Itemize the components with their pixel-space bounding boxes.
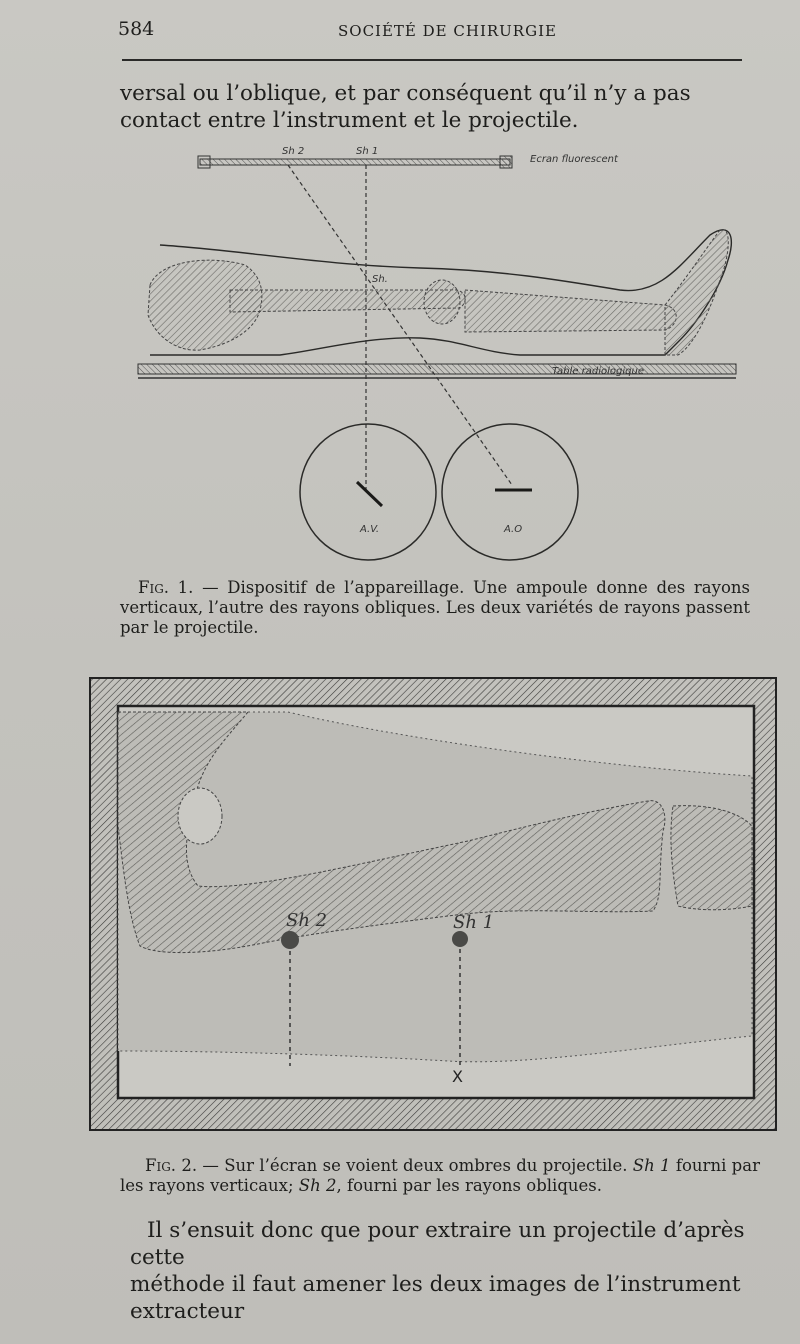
figure-2-caption-part2: fourni par les rayons verticaux; <box>120 1156 760 1195</box>
figure-2-caption <box>120 1156 760 1196</box>
radiology-table <box>138 364 736 378</box>
label-table: Table radiologique <box>552 366 644 377</box>
label-sh1: Sh 1 <box>356 146 379 157</box>
tube-vertical <box>300 424 436 560</box>
figure-1-number: Fig. 1. <box>138 578 194 597</box>
label-sh2: Sh 2 <box>286 910 328 931</box>
page-number: 584 <box>118 18 155 40</box>
label-sh2: Sh 2 <box>282 146 305 157</box>
tube-oblique <box>442 424 578 560</box>
label-screen: Ecran fluorescent <box>530 154 618 165</box>
header-rule <box>122 59 742 61</box>
label-sh1: Sh 1 <box>453 912 495 933</box>
figure-2-caption-sh2: Sh 2 <box>298 1176 337 1195</box>
paragraph-bottom-line-1: Il s’ensuit donc que pour extraire un projectile d’après cette <box>130 1218 745 1270</box>
figure-1-caption-text: — Dispositif de l’appareillage. Une ampoule donne des rayons verticaux, l’autre des rayons obliques. Les deux variétés de rayons passent par le projectile. <box>120 578 750 637</box>
paragraph-top: versal ou l’oblique, et par conséquent qu’il n’y a pas contact entre l’instrument et le projectile. <box>120 81 691 133</box>
page-header <box>0 18 800 48</box>
figure-2-number: Fig. 2. <box>145 1156 198 1175</box>
fluorescent-screen <box>198 156 512 168</box>
figure-2-caption-part3: , fourni par les rayons obliques. <box>336 1176 602 1195</box>
shadow-sh1 <box>452 931 468 947</box>
figure-2-caption-part1: — Sur l’écran se voient deux ombres du projectile. <box>197 1156 633 1175</box>
figure-2-caption-sh1: Sh 1 <box>632 1156 671 1175</box>
label-sh: Sh. <box>372 274 388 285</box>
label-av: A.V. <box>360 524 380 535</box>
running-head: SOCIÉTÉ DE CHIRURGIE <box>338 22 557 40</box>
paragraph-bottom-line-2: méthode il faut amener les deux images de l’instrument extracteur <box>130 1272 741 1324</box>
figure-1-caption <box>120 578 750 638</box>
patient-body <box>148 229 731 355</box>
paragraph-bottom <box>130 1217 760 1325</box>
figure-1 <box>120 140 760 570</box>
label-x: X <box>452 1067 463 1086</box>
figure-2 <box>88 676 780 1134</box>
label-ad: A.O <box>504 524 523 535</box>
shadow-sh2 <box>281 931 299 949</box>
